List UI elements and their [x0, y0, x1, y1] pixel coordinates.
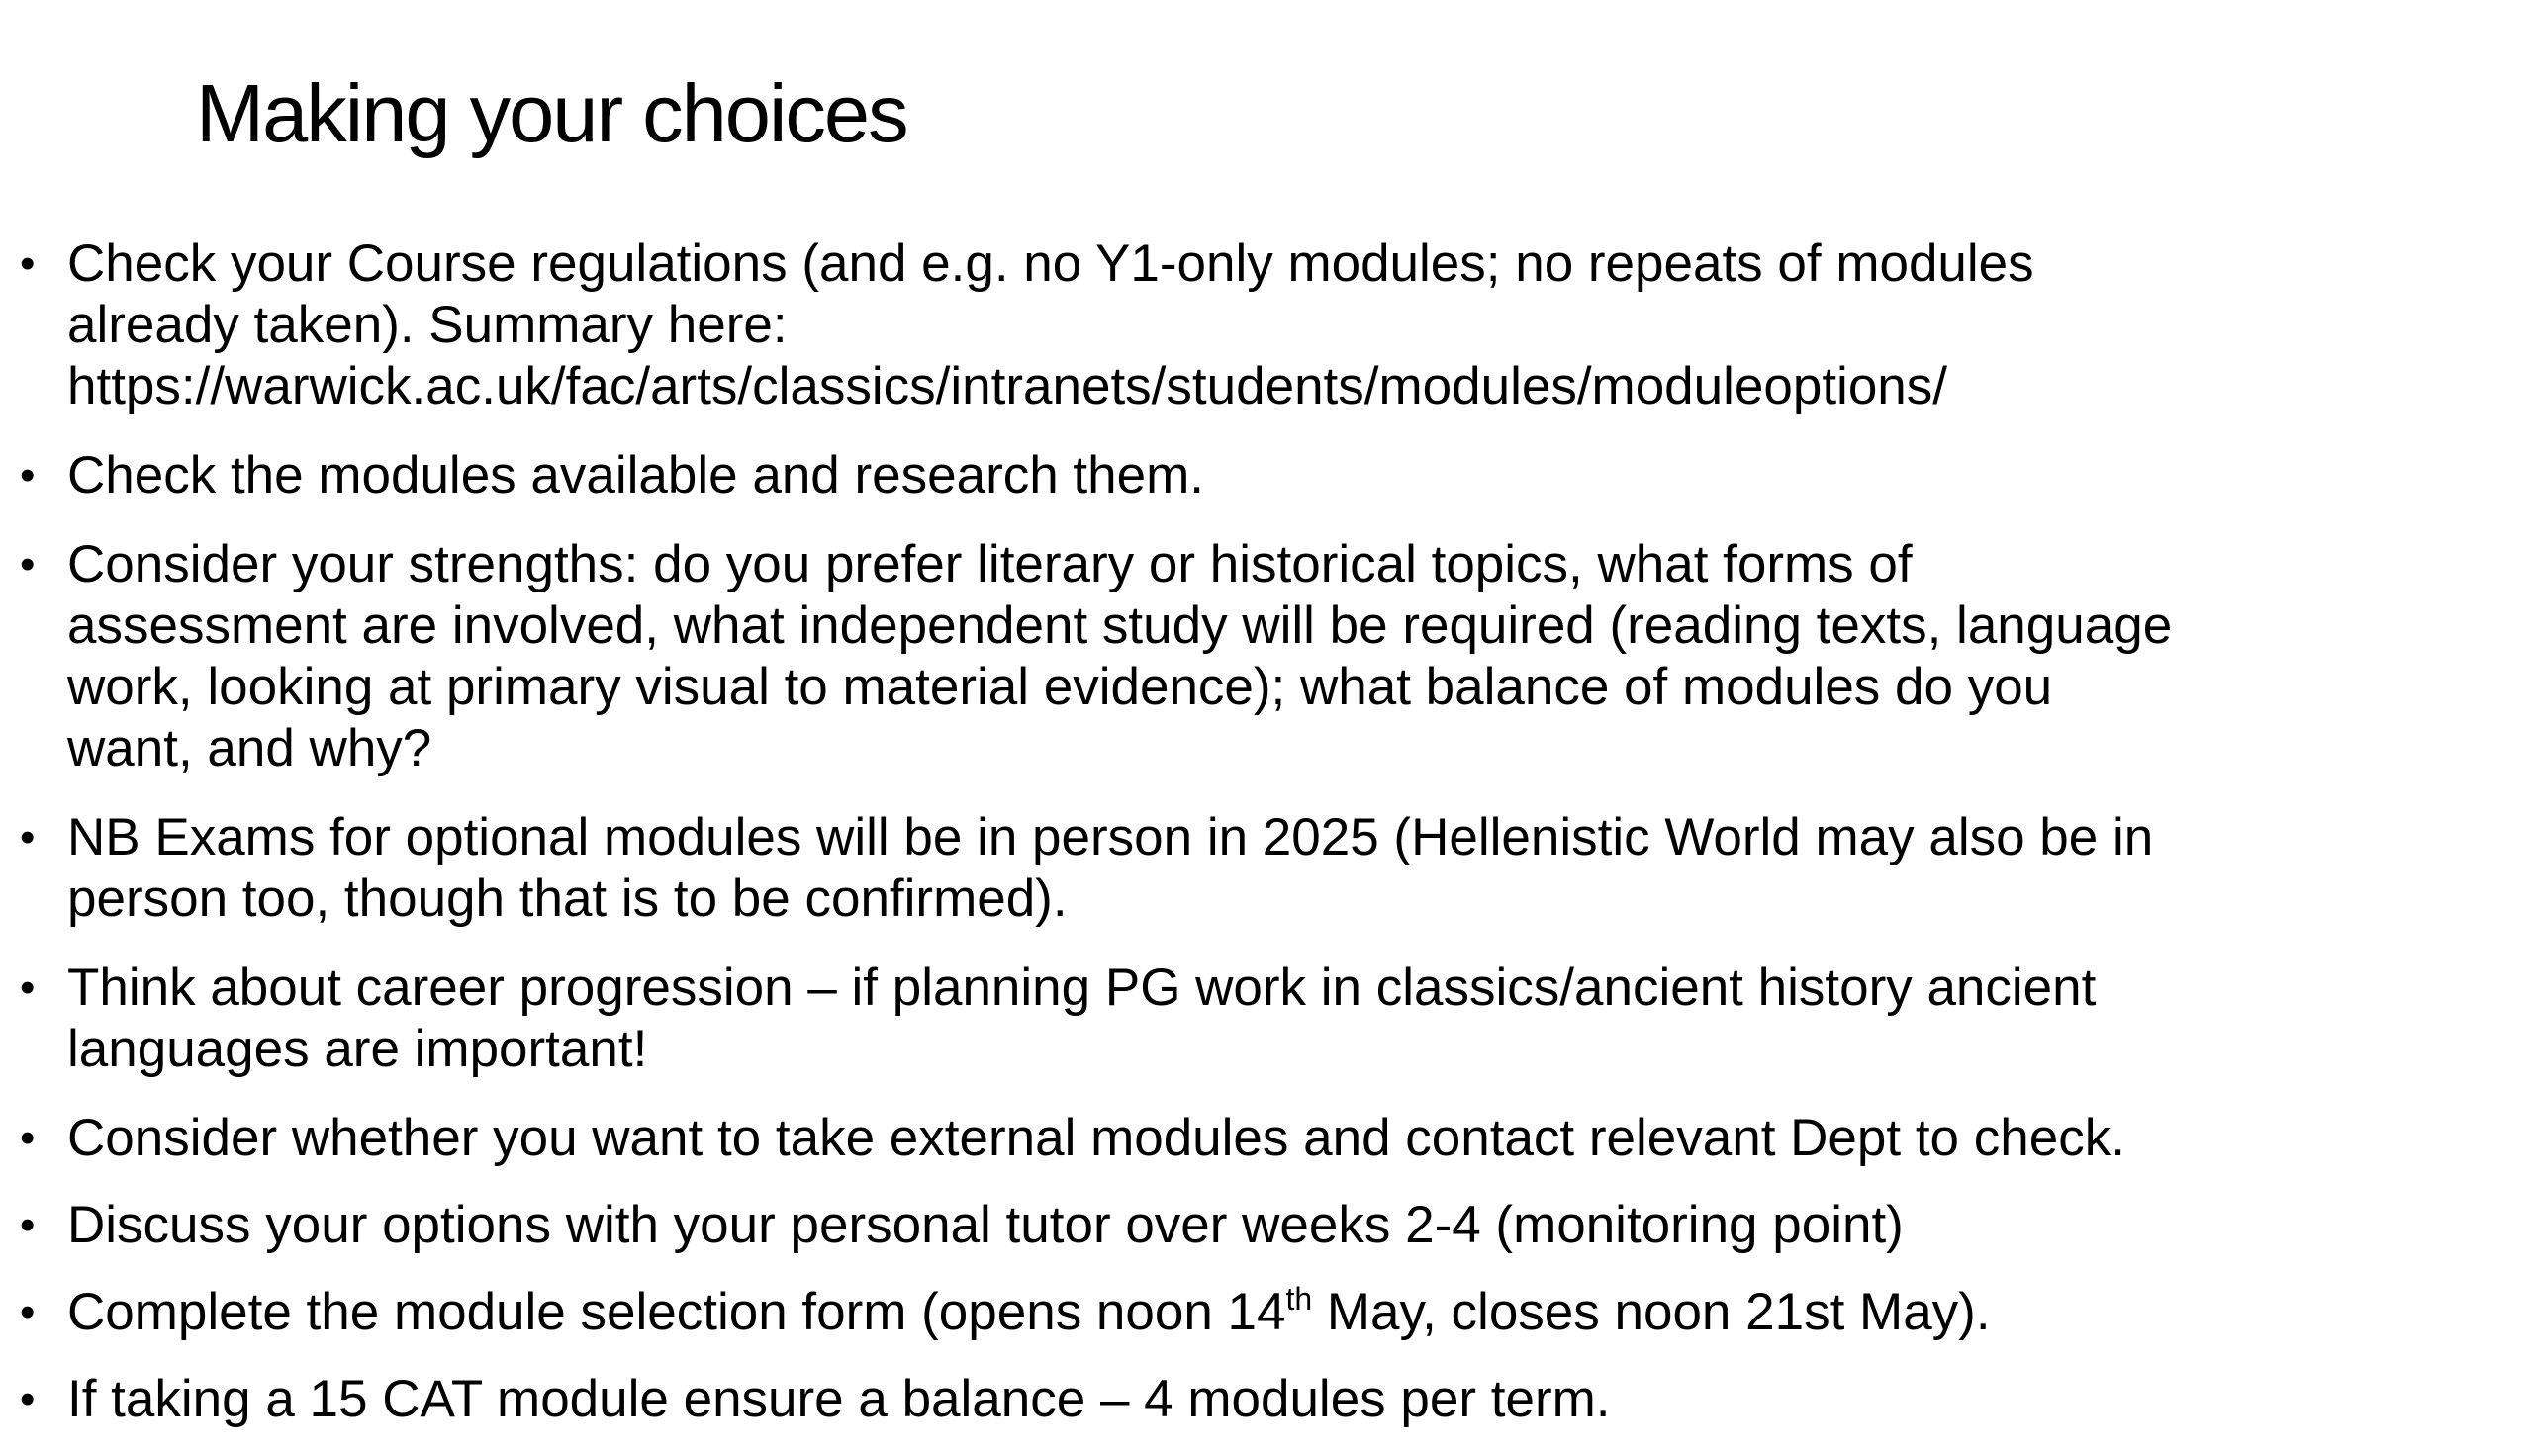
bullet-dot-icon: •: [20, 1288, 36, 1336]
regulations-url: https://warwick.ac.uk/fac/arts/classics/intranets/students/modules/moduleoptions/: [67, 357, 1948, 415]
bullet-line: Discuss your options with your personal tutor over weeks 2-4 (monitoring point): [67, 1196, 1904, 1254]
ordinal-suffix: th: [1285, 1281, 1313, 1317]
bullet-item: [0, 445, 2462, 506]
bullet-item: [0, 957, 2462, 1080]
bullet-line: Think about career progression – if planning PG work in classics/ancient history ancient: [67, 958, 2097, 1017]
bullet-dot-icon: •: [20, 813, 36, 862]
bullet-text: May, closes noon 21st May).: [1312, 1283, 1991, 1341]
bullet-item: [0, 233, 2462, 417]
bullet-dot-icon: •: [20, 1201, 36, 1249]
bullet-dot-icon: •: [20, 1114, 36, 1162]
bullet-dot-icon: •: [20, 451, 36, 500]
bullet-line: languages are important!: [67, 1020, 648, 1078]
bullet-line: assessment are involved, what independent study will be required (reading texts, language: [67, 596, 2173, 655]
bullet-line: NB Exams for optional modules will be in person in 2025 (Hellenistic World may also be in: [67, 808, 2154, 866]
bullet-line: want, and why?: [67, 719, 432, 777]
bullet-item: [0, 534, 2462, 779]
bullet-item: [0, 1195, 2462, 1256]
bullet-item: [0, 1369, 2462, 1430]
bullet-text: Complete the module selection form (opens noon 14: [67, 1283, 1286, 1341]
bullet-dot-icon: •: [20, 963, 36, 1012]
bullet-dot-icon: •: [20, 1375, 36, 1423]
bullet-item: [0, 1108, 2462, 1169]
bullet-line: Check the modules available and research them.: [67, 446, 1204, 504]
bullet-line: work, looking at primary visual to material evidence); what balance of modules do you: [67, 658, 2053, 716]
bullet-dot-icon: •: [20, 540, 36, 589]
bullet-line: Consider your strengths: do you prefer literary or historical topics, what forms of: [67, 535, 1913, 593]
bullet-line: already taken). Summary here:: [67, 296, 788, 354]
bullet-dot-icon: •: [20, 239, 36, 288]
bullet-line: [67, 1282, 2462, 1343]
slide-title: Making your choices: [196, 67, 907, 159]
bullet-line: If taking a 15 CAT module ensure a balance – 4 modules per term.: [67, 1370, 1611, 1428]
bullet-item: [0, 1282, 2462, 1343]
bullet-line: person too, though that is to be confirmed).: [67, 869, 1068, 928]
bullet-item: [0, 807, 2462, 930]
bullet-line: Consider whether you want to take external modules and contact relevant Dept to check.: [67, 1109, 2125, 1167]
bullet-list: [0, 233, 2533, 1456]
bullet-line: Check your Course regulations (and e.g. no Y1-only modules; no repeats of modules: [67, 234, 2034, 293]
